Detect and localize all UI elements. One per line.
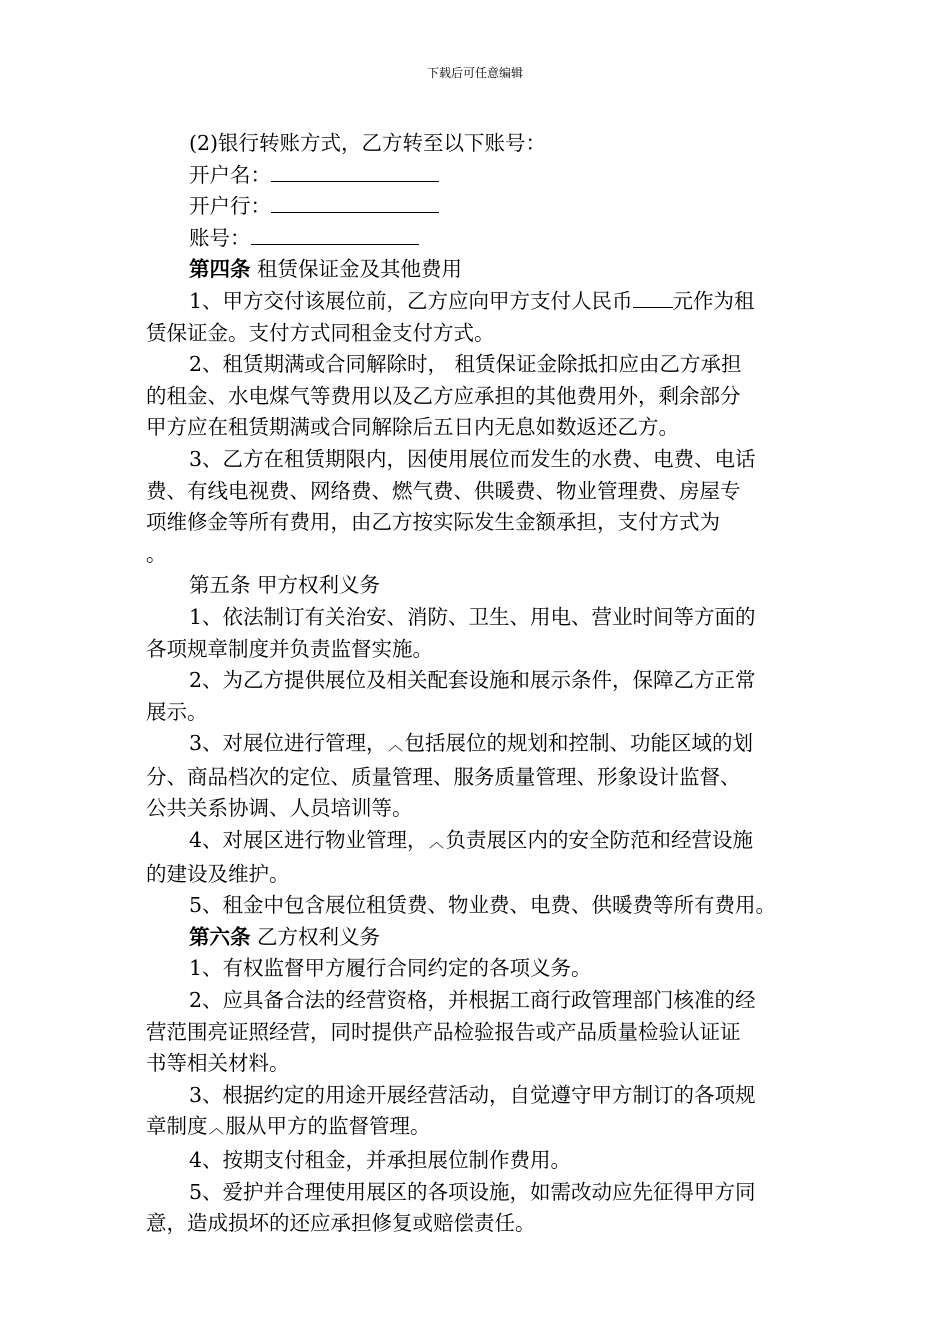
article-5-p4-text: 4、对展区进行物业管理， (189, 828, 428, 853)
document-body (146, 128, 818, 1240)
article-5-p4-text-tail: 负责展区内的安全防范和经营设施 (445, 828, 754, 853)
article-5-p1-line2: 各项规章制度并负责监督实施。 (146, 636, 433, 661)
article-5-title: 第五条 甲方权利义务 (189, 573, 381, 598)
article-5-p3-line3: 公共关系协调、人员培训等。 (146, 796, 413, 821)
article-4-p1-line2: 赁保证金。支付方式同租金支付方式。 (146, 320, 495, 345)
account-name-label: 开户名： (189, 162, 271, 187)
bank-blank[interactable] (271, 192, 439, 213)
article-6-p1: 1、有权监督甲方履行合同约定的各项义务。 (189, 956, 592, 981)
insertion-mark: ︿ (208, 1119, 224, 1138)
article-4-number: 第四条 (189, 257, 251, 282)
article-4-p3-line3: 项维修金等所有费用，由乙方按实际发生金额承担，支付方式为 (146, 510, 720, 535)
account-no-label: 账号： (189, 225, 251, 250)
account-name-line (146, 160, 818, 192)
bank-label: 开户行： (189, 194, 271, 219)
insertion-mark: ︿ (429, 833, 445, 852)
article-6-p5-line1: 5、爱护并合理使用展区的各项设施，如需改动应先征得甲方同 (189, 1179, 756, 1204)
bank-line (146, 191, 818, 223)
article-5-p4-line2: 的建设及维护。 (146, 861, 290, 886)
article-6-p3-line2 (146, 1111, 818, 1145)
article-6-p2-line1: 2、应具备合法的经营资格，并根据工商行政管理部门核准的经 (189, 988, 756, 1013)
article-4-p2-line3: 甲方应在租赁期满或合同解除后五日内无息如数返还乙方。 (146, 415, 679, 440)
article-6-p4: 4、按期支付租金，并承担展位制作费用。 (189, 1148, 572, 1172)
article-5-p3-text: 3、对展位进行管理， (189, 731, 387, 756)
article-4-p3-line4: 。 (146, 541, 167, 566)
article-6-p3-text-tail: 服从甲方的监督管理。 (225, 1114, 431, 1139)
article-5-p5: 5、租金中包含展位租赁费、物业费、电费、供暖费等所有费用。 (189, 893, 777, 918)
article-4-p1-line1 (146, 286, 818, 318)
article-6-title (146, 922, 818, 954)
article-6-p5-line2: 意，造成损坏的还应承担修复或赔偿责任。 (146, 1211, 536, 1236)
article-4-p3-line1: 3、乙方在租赁期限内，因使用展位而发生的水费、电费、电话 (189, 446, 756, 471)
bank-transfer-intro: (2)银行转账方式，乙方转至以下账号： (189, 131, 547, 155)
article-6-p3-text: 章制度 (146, 1114, 208, 1139)
article-6-p3-line1: 3、根据约定的用途开展经营活动，自觉遵守甲方制订的各项规 (189, 1082, 756, 1107)
article-4-p3-line2: 费、有线电视费、网络费、燃气费、供暖费、物业管理费、房屋专 (146, 478, 741, 503)
article-4-p2-line2: 的租金、水电煤气等费用以及乙方应承担的其他费用外，剩余部分 (146, 383, 741, 408)
article-6-heading: 乙方权利义务 (250, 924, 381, 949)
article-5-p3-text-tail: 包括展位的规划和控制、功能区域的划 (404, 731, 754, 756)
article-4-p1-text-tail: 元作为租 (672, 288, 755, 313)
article-5-p4-line1 (146, 825, 818, 859)
article-5-p2-line1: 2、为乙方提供展位及相关配套设施和展示条件，保障乙方正常 (189, 668, 756, 693)
page-header: 下载后可任意编辑 (426, 66, 523, 80)
account-no-blank[interactable] (251, 224, 419, 245)
article-4-heading: 租赁保证金及其他费用 (250, 257, 463, 282)
article-5-p1-line1: 1、依法制订有关治安、消防、卫生、用电、营业时间等方面的 (189, 604, 756, 629)
insertion-mark: ︿ (388, 736, 404, 755)
article-6-p2-line3: 书等相关材料。 (146, 1051, 290, 1076)
article-4-title (146, 254, 818, 286)
account-name-blank[interactable] (271, 161, 439, 182)
article-5-p2-line2: 展示。 (146, 699, 208, 724)
article-6-p2-line2: 营范围亮证照经营，同时提供产品检验报告或产品质量检验认证证 (146, 1019, 741, 1044)
account-no-line (146, 223, 818, 255)
article-5-p3-line2: 分、商品档次的定位、质量管理、服务质量管理、形象设计监督、 (146, 764, 741, 789)
deposit-amount-blank[interactable] (633, 287, 673, 308)
article-4-p2-line1: 2、租赁期满或合同解除时， 租赁保证金除抵扣应由乙方承担 (189, 352, 742, 377)
article-4-p1-text: 1、甲方交付该展位前，乙方应向甲方支付人民币 (189, 288, 633, 313)
article-6-number: 第六条 (189, 924, 251, 949)
article-5-p3-line1 (146, 728, 818, 762)
